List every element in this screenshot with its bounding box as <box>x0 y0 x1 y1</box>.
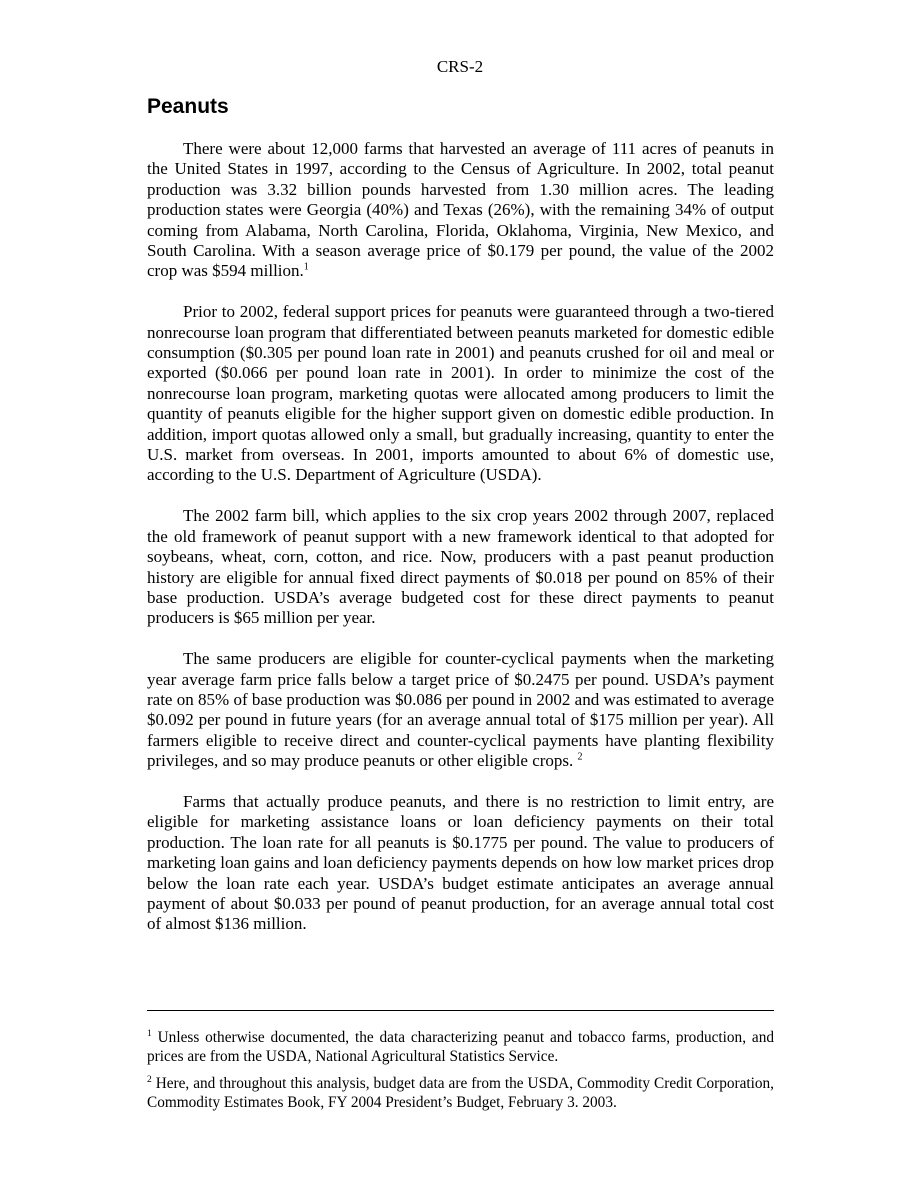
paragraph-marketing-loans <box>147 792 774 935</box>
footnote-2 <box>147 1074 774 1112</box>
paragraph-text: Prior to 2002, federal support prices for peanuts were guaranteed through a two-tiered nonrecourse loan program that differentiated between peanuts marketed for domestic edible consumption ($0.305 per pound loan rate in 2001) and peanuts crushed for oil and meal or exported ($0.066 per pound loan rate in 2001). In order to minimize the cost of the nonrecourse loan program, marketing quotas were allocated among producers to limit the quantity of peanuts eligible for the higher support given on domestic edible production. In addition, import quotas allowed only a small, but gradually increasing, quantity to enter the U.S. market from overseas. In 2001, imports amounted to about 6% of domestic use, according to the U.S. Department of Agriculture (USDA). <box>147 302 774 485</box>
page-header: CRS-2 <box>436 57 484 76</box>
paragraph-text: The same producers are eligible for counter-cyclical payments when the marketing year average farm price falls below a target price of $0.2475 per pound. USDA’s payment rate on 85% of base production was $0.086 per pound in 2002 and was estimated to average $0.092 per pound in future years (for an average annual total of $175 million per year). All farmers eligible to receive direct and counter-cyclical payments have planting flexibility privileges, and so may produce peanuts or other eligible crops. <box>147 649 774 771</box>
paragraph-text: There were about 12,000 farms that harvested an average of 111 acres of peanuts in the United States in 1997, according to the Census of Agriculture. In 2002, total peanut production was 3.32 billion pounds harvested from 1.30 million acres. The leading production states were Georgia (40%) and Texas (26%), with the remaining 34% of output coming from Alabama, North Carolina, Florida, Oklahoma, Virginia, New Mexico, and South Carolina. With a season average price of $0.179 per pound, the value of the 2002 crop was $594 million. <box>147 139 774 281</box>
footnote-reference: 2 <box>577 751 583 763</box>
footnote-reference: 1 <box>303 261 309 273</box>
body-text <box>147 139 774 955</box>
footnotes <box>147 1028 774 1120</box>
paragraph-counter-cyclical <box>147 649 774 771</box>
footnote-text: Here, and throughout this analysis, budget data are from the USDA, Commodity Credit Corporation, Commodity Estimates Book, FY 2004 President’s Budget, February 3. 2003. <box>147 1075 774 1111</box>
paragraph-text: The 2002 farm bill, which applies to the six crop years 2002 through 2007, replaced the old framework of peanut support with a new framework identical to that adopted for soybeans, wheat, corn, cotton, and rice. Now, producers with a past peanut production history are eligible for annual fixed direct payments of $0.018 per pound on 85% of their base production. USDA’s average budgeted cost for these direct payments to peanut producers is $65 million per year. <box>147 506 774 628</box>
footnote-divider <box>147 1010 774 1011</box>
footnote-mark: 1 <box>147 1028 152 1039</box>
footnote-1 <box>147 1028 774 1066</box>
footnote-text: Unless otherwise documented, the data characterizing peanut and tobacco farms, production, and prices are from the USDA, National Agricultural Statistics Service. <box>147 1029 774 1065</box>
section-title: Peanuts <box>147 95 229 118</box>
paragraph-farm-bill <box>147 506 774 628</box>
paragraph-text: Farms that actually produce peanuts, and there is no restriction to limit entry, are eligible for marketing assistance loans or loan deficiency payments on their total production. The loan rate for all peanuts is $0.1775 per pound. The value to producers of marketing loan gains and loan deficiency payments depends on how low market prices drop below the loan rate each year. USDA’s budget estimate anticipates an average annual payment of about $0.033 per pound of peanut production, for an average annual total cost of almost $136 million. <box>147 791 774 934</box>
footnote-mark: 2 <box>147 1074 152 1085</box>
paragraph-farms-production <box>147 139 774 282</box>
paragraph-prior-support <box>147 302 774 486</box>
